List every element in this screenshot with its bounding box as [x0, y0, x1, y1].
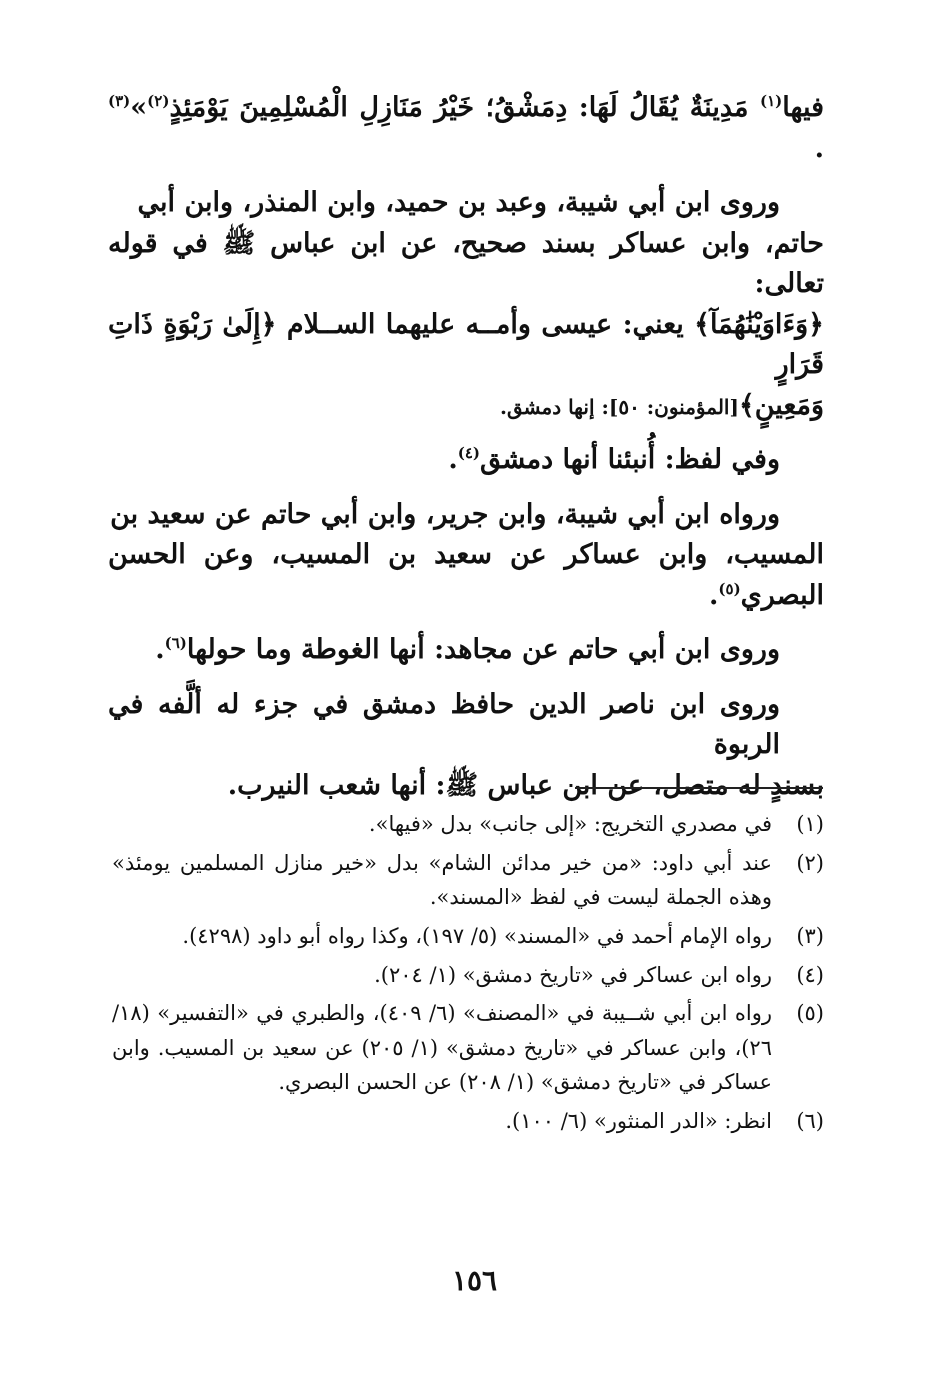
- p2-line-1: وروى ابن أبي شيبة، وعبد بن حميد، وابن المنذر، وابن أبي: [137, 187, 780, 218]
- p6-line-1: وروى ابن ناصر الدين حافظ دمشق في جزء له ألَّفه في الربوة: [108, 688, 780, 760]
- p6-line-2: بسندٍ له متصل، عن ابن عباس ﷺ: أنها شعب النيرب.: [227, 769, 824, 801]
- footnote-3: [112, 919, 824, 954]
- page-number: ١٥٦: [451, 1264, 498, 1297]
- footnote-ref-5[interactable]: (٥): [718, 579, 741, 598]
- footnote-text: رواه الإمام أحمد في «المسند» (٥/ ١٩٧)، وكذا رواه أبو داود (٤٢٩٨).: [182, 923, 772, 948]
- footnote-ref-6[interactable]: (٦): [164, 634, 187, 652]
- p2-line-3: ﴿وَءَاوَيْنَٰهُمَآ﴾ يعني: عيسى وأمــه عليهما الســلام ﴿إِلَىٰ رَبْوَةٍ ذَاتِ قَرَارٍ: [108, 308, 824, 380]
- footnote-number: (٦): [796, 1109, 824, 1134]
- p1-text-d: .: [814, 132, 824, 164]
- footnotes: [112, 807, 824, 1143]
- main-text: [108, 88, 824, 806]
- footnote-ref-1[interactable]: (١): [759, 92, 783, 110]
- footnote-text: رواه ابن أبي شــيبة في «المصنف» (٦/ ٤٠٩)، والطبري في «التفسير» (١٨/ ٢٦)، وابن عساكر في «تاريخ دمشق» (١/ ٢٠٥) عن سعيد بن المسيب. وابن عساكر في «تاريخ دمشق» (١/ ٢٠٨) عن الحسن البصري.: [112, 1001, 772, 1095]
- footnote-number: (٢): [796, 850, 824, 875]
- p1-text-b: مَدِينَةٌ يُقَالُ لَهَا: دِمَشْقُ؛ خَيْرُ مَنَازِلِ الْمُسْلِمِينَ يَوْمَئِذٍ: [169, 92, 760, 123]
- paragraph-5: [108, 630, 824, 671]
- p3-text-b: .: [448, 444, 458, 475]
- paragraph-4: [108, 495, 824, 617]
- footnote-ref-4[interactable]: (٤): [457, 444, 480, 462]
- p4-line-2: المسيب، وابن عساكر عن سعيد بن المسيب، وعن الحسن البصري: [108, 539, 824, 611]
- p2-line-2: حاتم، وابن عساكر بسند صحيح، عن ابن عباس ﷺ في قوله تعالى:: [108, 227, 824, 299]
- paragraph-3: [108, 440, 824, 481]
- footnote-2: [112, 846, 824, 915]
- p2-line-4-rest: [المؤمنون: ٥٠]: إنها دمشق.: [500, 394, 739, 419]
- p4-line-1: ورواه ابن أبي شيبة، وابن جرير، وابن أبي حاتم عن سعيد بن: [110, 498, 780, 530]
- footnote-text: في مصدري التخريج: «إلى جانب» بدل «فيها».: [368, 812, 772, 836]
- p1-text-c: »: [130, 92, 148, 123]
- footnote-number: (٤): [796, 962, 824, 987]
- footnote-text: عند أبي داود: «من خير مدائن الشام» بدل «خير منازل المسلمين يومئذ» وهذه الجملة ليست في لفظ «المسند».: [112, 850, 772, 910]
- p2-line-4-quran: وَمَعِينٍ﴾: [738, 389, 824, 421]
- footnote-4: [112, 958, 824, 993]
- footnote-number: (٥): [796, 1001, 824, 1026]
- footnote-text: رواه ابن عساكر في «تاريخ دمشق» (١/ ٢٠٤).: [374, 962, 772, 987]
- footnote-number: (١): [796, 812, 824, 836]
- p5-text-a: وروى ابن أبي حاتم عن مجاهد: أنها الغوطة وما حولها: [186, 634, 780, 665]
- footnote-ref-3[interactable]: (٣): [108, 92, 131, 110]
- p4-end: .: [708, 579, 719, 611]
- p3-text-a: وفي لفظ: أُنبئنا أنها دمشق: [480, 444, 780, 475]
- footnote-5: [112, 996, 824, 1100]
- footnote-1: [112, 807, 824, 842]
- paragraph-2: [108, 183, 824, 426]
- p1-text-a: فيها: [782, 92, 824, 123]
- p5-text-b: .: [155, 634, 165, 665]
- footnote-ref-2[interactable]: (٢): [147, 92, 170, 110]
- footnote-separator: [575, 787, 823, 789]
- footnote-text: انظر: «الدر المنثور» (٦/ ١٠٠).: [505, 1109, 772, 1134]
- footnote-6: [112, 1104, 824, 1139]
- paragraph-1: [108, 88, 824, 169]
- footnote-number: (٣): [796, 923, 824, 948]
